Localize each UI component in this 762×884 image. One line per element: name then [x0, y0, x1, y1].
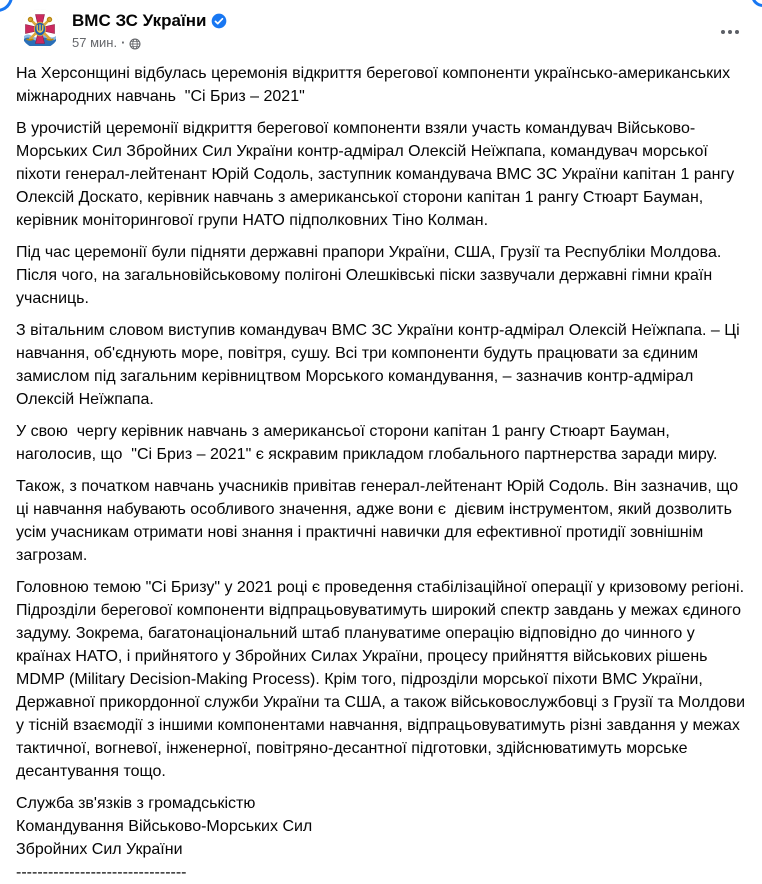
navy-emblem-icon — [20, 36, 60, 49]
post-paragraph: Під час церемонії були підняти державні прапори України, США, Грузії та Республіки Молдова. Після чого, на загальновійськовому полігоні Олешківські піски зазвучали державні гімни країн учасниць. — [16, 244, 726, 307]
timestamp-link[interactable]: 57 мин. — [72, 35, 118, 50]
meta-separator: · — [121, 35, 126, 50]
post-paragraph: В урочистій церемонії відкриття берегової компоненти взяли участь командувач Військово-Морських Сил Збройних Сил України контр-адмірал Олексій Неїжпапа, командувач морської піхоти генерал-лейтенант Юрій Содоль, заступник командувача ВМС ЗС України капітан 1 рангу Олексій Доскато, керівник навчань з американської сторони капітан 1 рангу Стюарт Бауман, керівник моніторингової групи НАТО підполковних Тіно Колман. — [16, 120, 739, 229]
three-dots-icon — [721, 30, 725, 34]
signature-line: Служба зв'язків з громадськістю — [16, 795, 256, 812]
page-avatar[interactable] — [20, 9, 60, 49]
post-paragraph: Головною темою "Сі Бризу" у 2021 році є проведення стабілізаційної операції у кризовому регіоні. Підрозділи берегової компоненти відпрацьовуватимуть широкий спектр завдань у межах єдиного задуму. Зокрема, багатонаціональний штаб плануватиме операцію відповідно до чинного у країнах НАТО, і прийнятого у Збройних Силах України, процесу прийняття військових рішень MDMP (Military Decision-Making Process). Крім того, підрозділи морської піхоти ВМС України, Державної прикордонної служби України та США, а також військовослужбовці з Грузії та Молдови у тісній взаємодії з іншими компонентами навчання, відпрацьовуватимуть різні завдання у межах тактичної, вогневої, інженерної, повітряно-десантної підготовки, здійснюватимуть морське десантування тощо. — [16, 579, 750, 780]
post-paragraph: На Херсонщині відбулась церемонія відкриття берегової компоненти українсько-американських міжнародних навчань "Сі Бриз – 2021" — [16, 65, 735, 105]
post-meta — [72, 34, 227, 51]
page-name-link[interactable]: ВМС ЗС України — [72, 11, 207, 30]
post-signature — [0, 792, 762, 884]
header-texts — [72, 9, 227, 51]
verified-badge-icon — [211, 13, 227, 29]
signature-line: -------------------------------- — [16, 864, 187, 881]
post-header — [0, 0, 762, 55]
audience-globe-icon — [129, 37, 141, 49]
signature-line: Збройних Сил України — [16, 841, 183, 858]
post-paragraph: У свою чергу керівник навчань з американсьої сторони капітан 1 рангу Стюарт Бауман, наголосив, що "Сі Бриз – 2021" є яскравим прикладом глобального партнерства заради миру. — [16, 423, 718, 463]
more-options-button[interactable] — [712, 18, 748, 46]
post-paragraph: З вітальним словом виступив командувач ВМС ЗС України контр-адмірал Олексій Неїжпапа. – Ці навчання, об'єднують море, повітря, сушу. Всі три компоненти будуть працювати за єдиним замислом під загальним керівництвом Морського командування, – зазначив контр-адмірал Олексій Неїжпапа. — [16, 322, 745, 408]
post-body — [0, 55, 762, 783]
post-paragraph: Також, з початком навчань учасників привітав генерал-лейтенант Юрій Содоль. Він зазначив, що ці навчання набувають особливого значення, адже вони є дієвим інструментом, який дозволить усім учасникам отримати нові знання і практичні навички для ефективної протидії зовнішнім загрозам. — [16, 478, 743, 564]
signature-line: Командування Військово-Морських Сил — [16, 818, 313, 835]
